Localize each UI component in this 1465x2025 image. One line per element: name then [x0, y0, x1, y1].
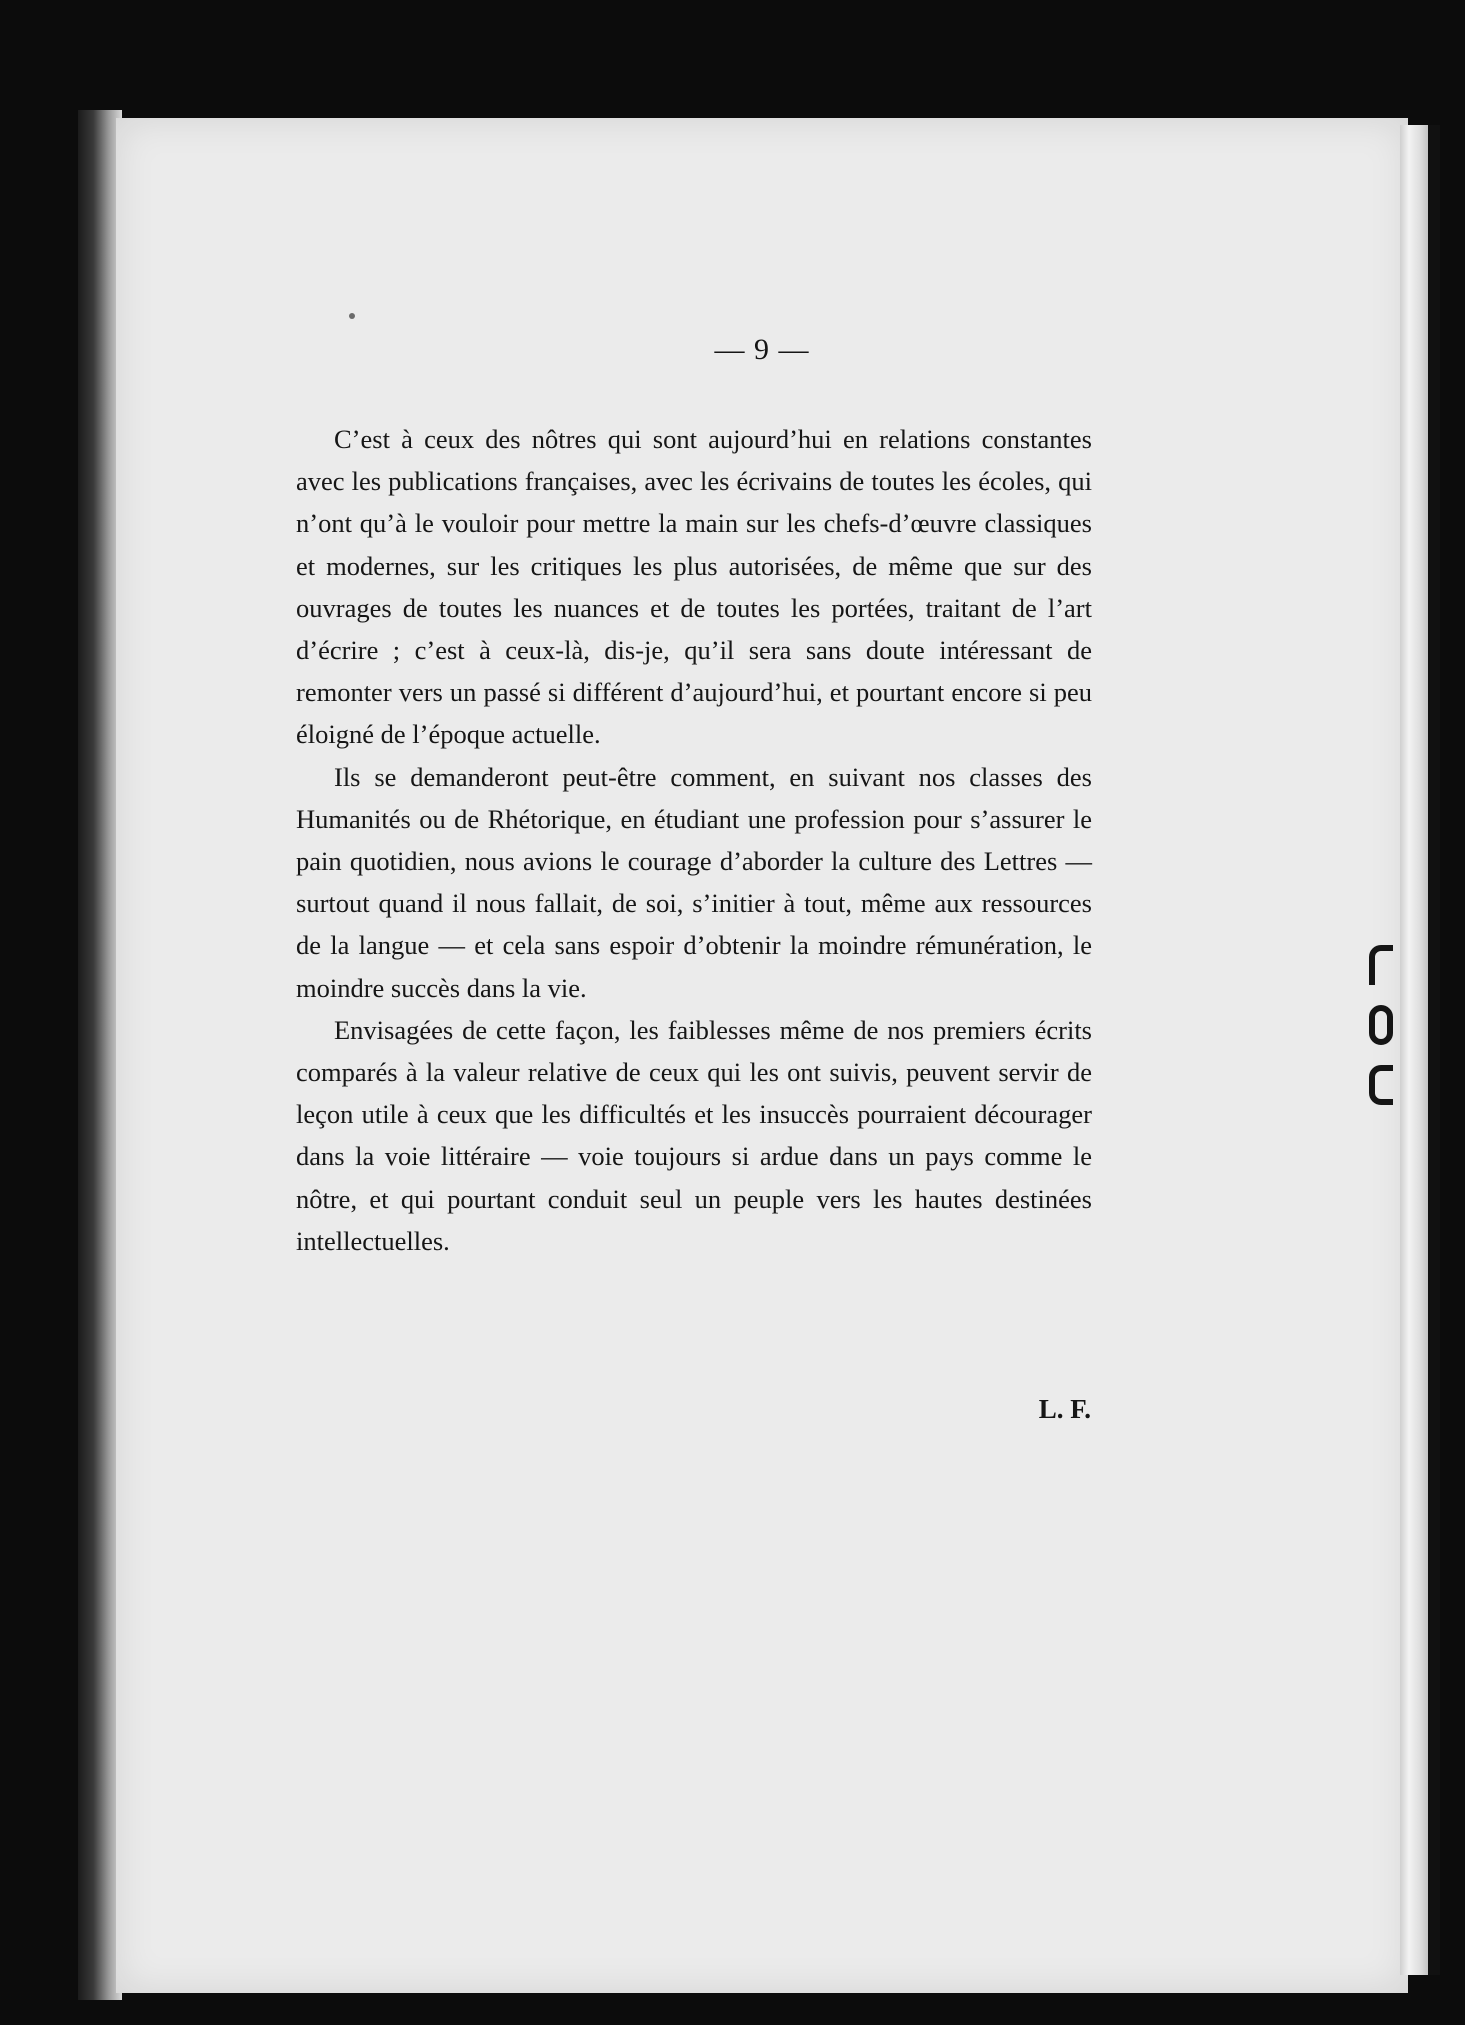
author-signature: [116, 1394, 1408, 1425]
margin-mark-glyph: [1369, 1005, 1393, 1045]
book-page: [116, 118, 1408, 1993]
signature-initials: L. F.: [1038, 1394, 1091, 1424]
margin-mark-glyph: [1369, 1065, 1393, 1105]
page-body-text: [296, 418, 1092, 1262]
paper-speck: [349, 313, 355, 319]
paragraph-3: Envisagées de cette façon, les faiblesses même de nos premiers écrits comparés à la valeur relative de ceux qui les ont suivis, peuvent servir de leçon utile à ceux que les difficultés et les insuccès pourraient décourager dans la voie littéraire — voie toujours si ardue dans un pays comme le nôtre, et qui pourtant conduit seul un peuple vers les hautes destinées intellectuelles.: [296, 1014, 1092, 1256]
page-number: — 9 —: [714, 333, 810, 366]
page-stack-edge: [1400, 125, 1430, 1975]
paragraph-2: Ils se demanderont peut-être comment, en suivant nos classes des Humanités ou de Rhétorique, en étudiant une profession pour s’assurer le pain quotidien, nous avions le courage d’aborder la culture des Lettres — surtout quand il nous fallait, de soi, s’initier à tout, même aux ressources de la langue — et cela sans espoir d’obtenir la moindre rémunération, le moindre succès dans la vie.: [296, 761, 1092, 1003]
margin-mark-glyph: [1369, 945, 1393, 985]
paragraph-1: C’est à ceux des nôtres qui sont aujourd’hui en relations constantes avec les publications françaises, avec les écrivains de toutes les écoles, qui n’ont qu’à le vouloir pour mettre la main sur les chefs-d’œuvre classiques et modernes, sur les critiques les plus autorisées, de même que sur des ouvrages de toutes les nuances et de toutes les portées, traitant de l’art d’écrire ; c’est à ceux-là, dis-je, qu’il sera sans doute intéressant de remonter vers un passé si différent d’aujourd’hui, et pourtant encore si peu éloigné de l’époque actuelle.: [296, 424, 1092, 750]
page-edge-shadow: [1428, 125, 1440, 1975]
